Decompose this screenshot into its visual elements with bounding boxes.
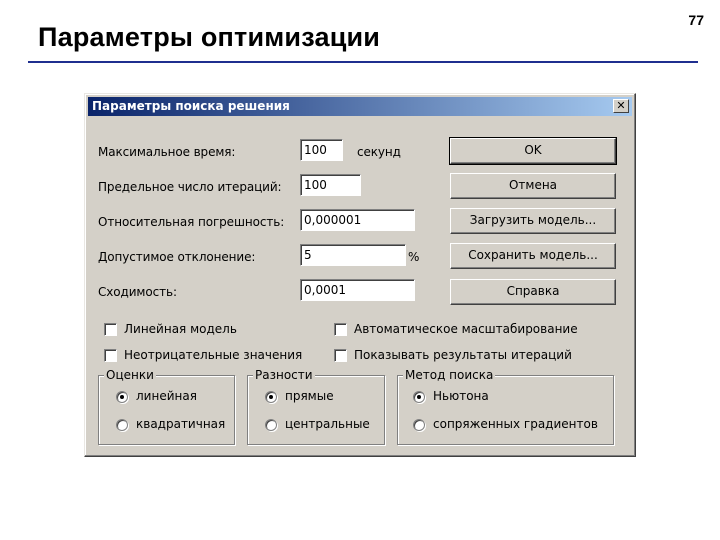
estimates-linear-label[interactable]: линейная xyxy=(136,389,197,403)
cancel-button[interactable]: Отмена xyxy=(450,173,616,199)
max-time-input[interactable]: 100 xyxy=(300,139,343,161)
auto-scaling-label: Автоматическое масштабирование xyxy=(354,322,578,336)
max-iterations-input[interactable]: 100 xyxy=(300,174,361,196)
max-time-label: Максимальное время: xyxy=(98,145,236,159)
linear-model-checkbox[interactable] xyxy=(104,323,117,336)
show-iterations-checkbox[interactable] xyxy=(334,349,347,362)
estimates-quadratic-radio[interactable] xyxy=(116,419,128,431)
search-newton-radio[interactable] xyxy=(413,391,425,403)
derivatives-central-label[interactable]: центральные xyxy=(285,417,370,431)
tolerance-label: Допустимое отклонение: xyxy=(98,250,256,264)
tolerance-input[interactable]: 5 xyxy=(300,244,406,266)
search-method-group-title: Метод поиска xyxy=(405,368,494,382)
title-divider xyxy=(28,61,698,63)
max-time-unit: секунд xyxy=(357,145,401,159)
derivatives-forward-label[interactable]: прямые xyxy=(285,389,334,403)
show-iterations-label: Показывать результаты итераций xyxy=(354,348,572,362)
derivatives-group-title: Разности xyxy=(255,368,313,382)
close-icon[interactable]: ✕ xyxy=(613,99,629,113)
dialog-title: Параметры поиска решения xyxy=(92,99,290,113)
non-negative-checkbox[interactable] xyxy=(104,349,117,362)
search-conjugate-label[interactable]: сопряженных градиентов xyxy=(433,417,598,431)
ok-button[interactable]: OK xyxy=(450,138,616,164)
dialog-titlebar[interactable] xyxy=(88,97,632,116)
search-method-group xyxy=(397,368,614,445)
estimates-group-title: Оценки xyxy=(106,368,154,382)
auto-scaling-checkbox[interactable] xyxy=(334,323,347,336)
solver-options-dialog xyxy=(84,93,636,457)
page-number: 77 xyxy=(688,12,704,28)
max-iterations-label: Предельное число итераций: xyxy=(98,180,282,194)
page-title: Параметры оптимизации xyxy=(38,22,381,52)
load-model-button[interactable]: Загрузить модель... xyxy=(450,208,616,234)
derivatives-central-radio[interactable] xyxy=(265,419,277,431)
linear-model-label: Линейная модель xyxy=(124,322,237,336)
save-model-button[interactable]: Сохранить модель... xyxy=(450,243,616,269)
estimates-quadratic-label[interactable]: квадратичная xyxy=(136,417,226,431)
derivatives-forward-radio[interactable] xyxy=(265,391,277,403)
estimates-group xyxy=(98,368,235,445)
estimates-linear-radio[interactable] xyxy=(116,391,128,403)
precision-label: Относительная погрешность: xyxy=(98,215,285,229)
help-button[interactable]: Справка xyxy=(450,279,616,305)
search-conjugate-radio[interactable] xyxy=(413,419,425,431)
convergence-input[interactable]: 0,0001 xyxy=(300,279,415,301)
derivatives-group xyxy=(247,368,385,445)
tolerance-unit: % xyxy=(408,250,420,264)
convergence-label: Сходимость: xyxy=(98,285,177,299)
search-newton-label[interactable]: Ньютона xyxy=(433,389,489,403)
precision-input[interactable]: 0,000001 xyxy=(300,209,415,231)
non-negative-label: Неотрицательные значения xyxy=(124,348,303,362)
